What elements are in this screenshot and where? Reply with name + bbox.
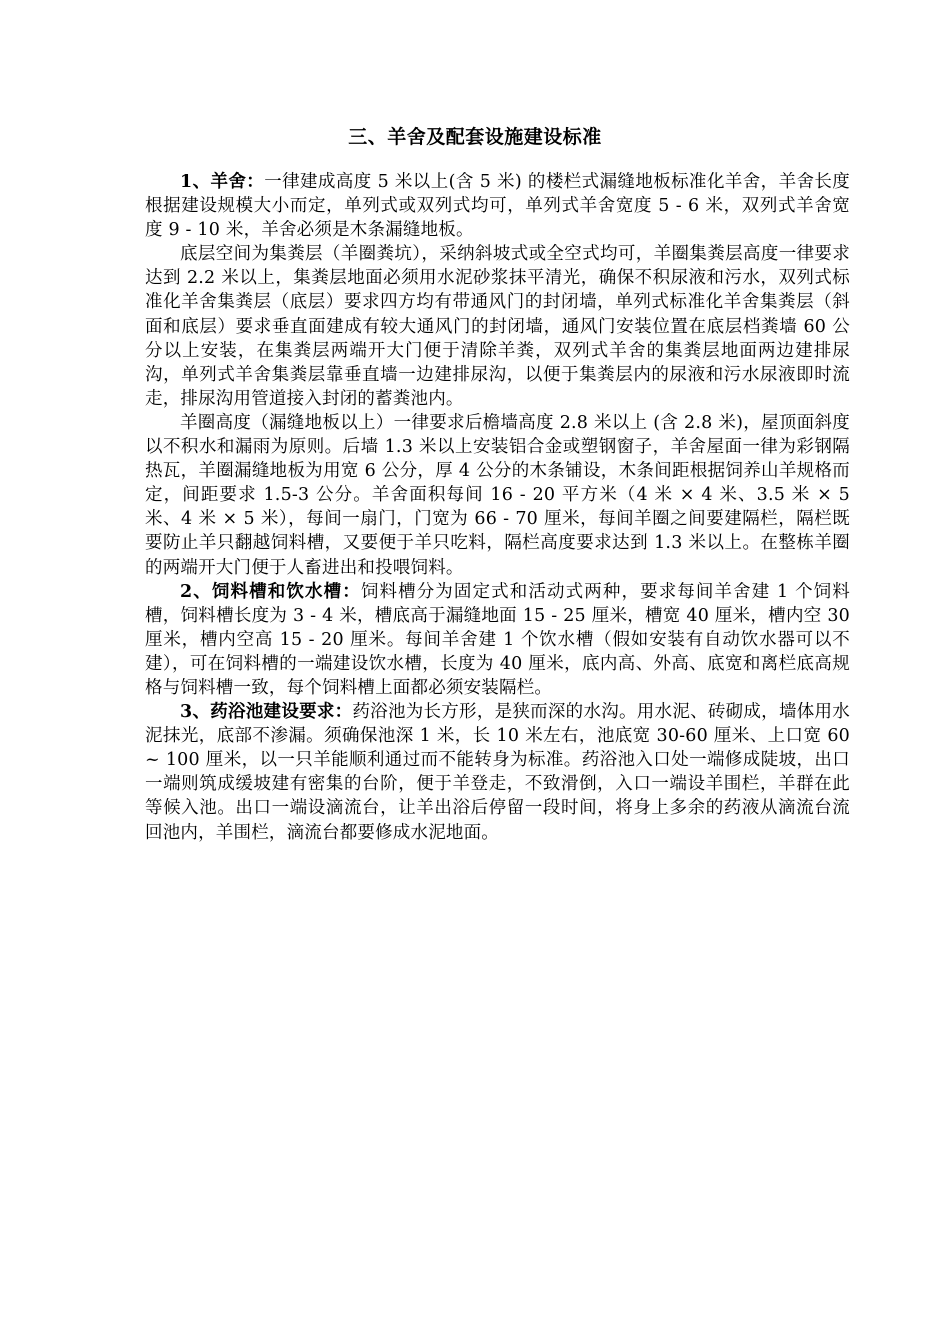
paragraph-dip-bath	[145, 700, 850, 845]
paragraph-text: 羊圈高度（漏缝地板以上）一律要求后檐墙高度 2.8 米以上 (含 2.8 米)，屋顶面斜度以不积水和漏雨为原则。后墙 1.3 米以上安装铝合金或塑钢窗子，羊舍屋面一律为彩钢隔热瓦，羊圈漏缝地板为用宽 6 公分，厚 4 公分的木条铺设，木条间距根据饲养山羊规格而定，间距要求 1.5-3 公分。羊舍面积每间 16 - 20 平方米（4 米 × 4 米、3.5 米 × 5 米、4 米 × 5 米），每间一扇门，门宽为 66 - 70 厘米，每间羊圈之间要建隔栏，隔栏既要防止羊只翻越饲料槽，又要便于羊只吃料，隔栏高度要求达到 1.3 米以上。在整栋羊圈的两端开大门便于人畜进出和投喂饲料。	[145, 412, 850, 578]
paragraph-text: 药浴池为长方形，是狭而深的水沟。用水泥、砖砌成，墙体用水泥抹光，底部不渗漏。须确保池深 1 米，长 10 米左右，池底宽 30-60 厘米、上口宽 60 ~ 100 厘米，以一只羊能顺利通过而不能转身为标准。药浴池入口处一端修成陡坡，出口一端则筑成缓坡建有密集的台阶，便于羊登走，不致滑倒，入口一端设羊围栏，羊群在此等候入池。出口一端设滴流台，让羊出浴后停留一段时间，将身上多余的药液从滴流台流回池内，羊围栏，滴流台都要修成水泥地面。	[145, 702, 850, 843]
paragraph-lead: 2、饲料槽和饮水槽：	[180, 581, 361, 602]
paragraph-pen-height	[145, 411, 850, 580]
paragraph-sheep-house	[145, 170, 850, 242]
paragraph-lead: 3、药浴池建设要求：	[180, 702, 353, 723]
paragraph-text: 饲料槽分为固定式和活动式两种，要求每间羊舍建 1 个饲料槽，饲料槽长度为 3 - 4 米，槽底高于漏缝地面 15 - 25 厘米，槽宽 40 厘米，槽内空 30 厘米，槽内空高 15 - 20 厘米。每间羊舍建 1 个饮水槽（假如安装有自动饮水器可以不建），可在饲料槽的一端建设饮水槽，长度为 40 厘米，底内高、外高、底宽和离栏底高规格与饲料槽一致，每个饲料槽上面都必须安装隔栏。	[145, 581, 851, 698]
paragraph-text: 底层空间为集粪层（羊圈粪坑），采纳斜坡式或全空式均可，羊圈集粪层高度一律要求达到 2.2 米以上，集粪层地面必须用水泥砂浆抹平清光，确保不积尿液和污水，双列式标准化羊舍集粪层（底层）要求四方均有带通风门的封闭墙，单列式标准化羊舍集粪层（斜面和底层）要求垂直面建成有较大通风门的封闭墙，通风门安装位置在底层档粪墙 60 公分以上安装，在集粪层两端开大门便于清除羊粪，双列式羊舍的集粪层地面两边建排尿沟，单列式羊舍集粪层靠垂直墙一边建排尿沟，以便于集粪层内的尿液和污水尿液即时流走，排尿沟用管道接入封闭的蓄粪池内。	[145, 244, 850, 409]
paragraph-lead: 1、羊舍：	[180, 172, 265, 192]
document-body	[145, 170, 850, 845]
paragraph-feed-trough	[145, 580, 850, 700]
paragraph-manure-layer	[145, 242, 850, 411]
document-title: 三、羊舍及配套设施建设标准	[348, 126, 602, 148]
paragraph-text: 一律建成高度 5 米以上(含 5 米) 的楼栏式漏缝地板标准化羊舍，羊舍长度根据建设规模大小而定，单列式或双列式均可，单列式羊舍宽度 5 - 6 米，双列式羊舍宽度 9 - 10 米，羊舍必须是木条漏缝地板。	[145, 172, 850, 241]
